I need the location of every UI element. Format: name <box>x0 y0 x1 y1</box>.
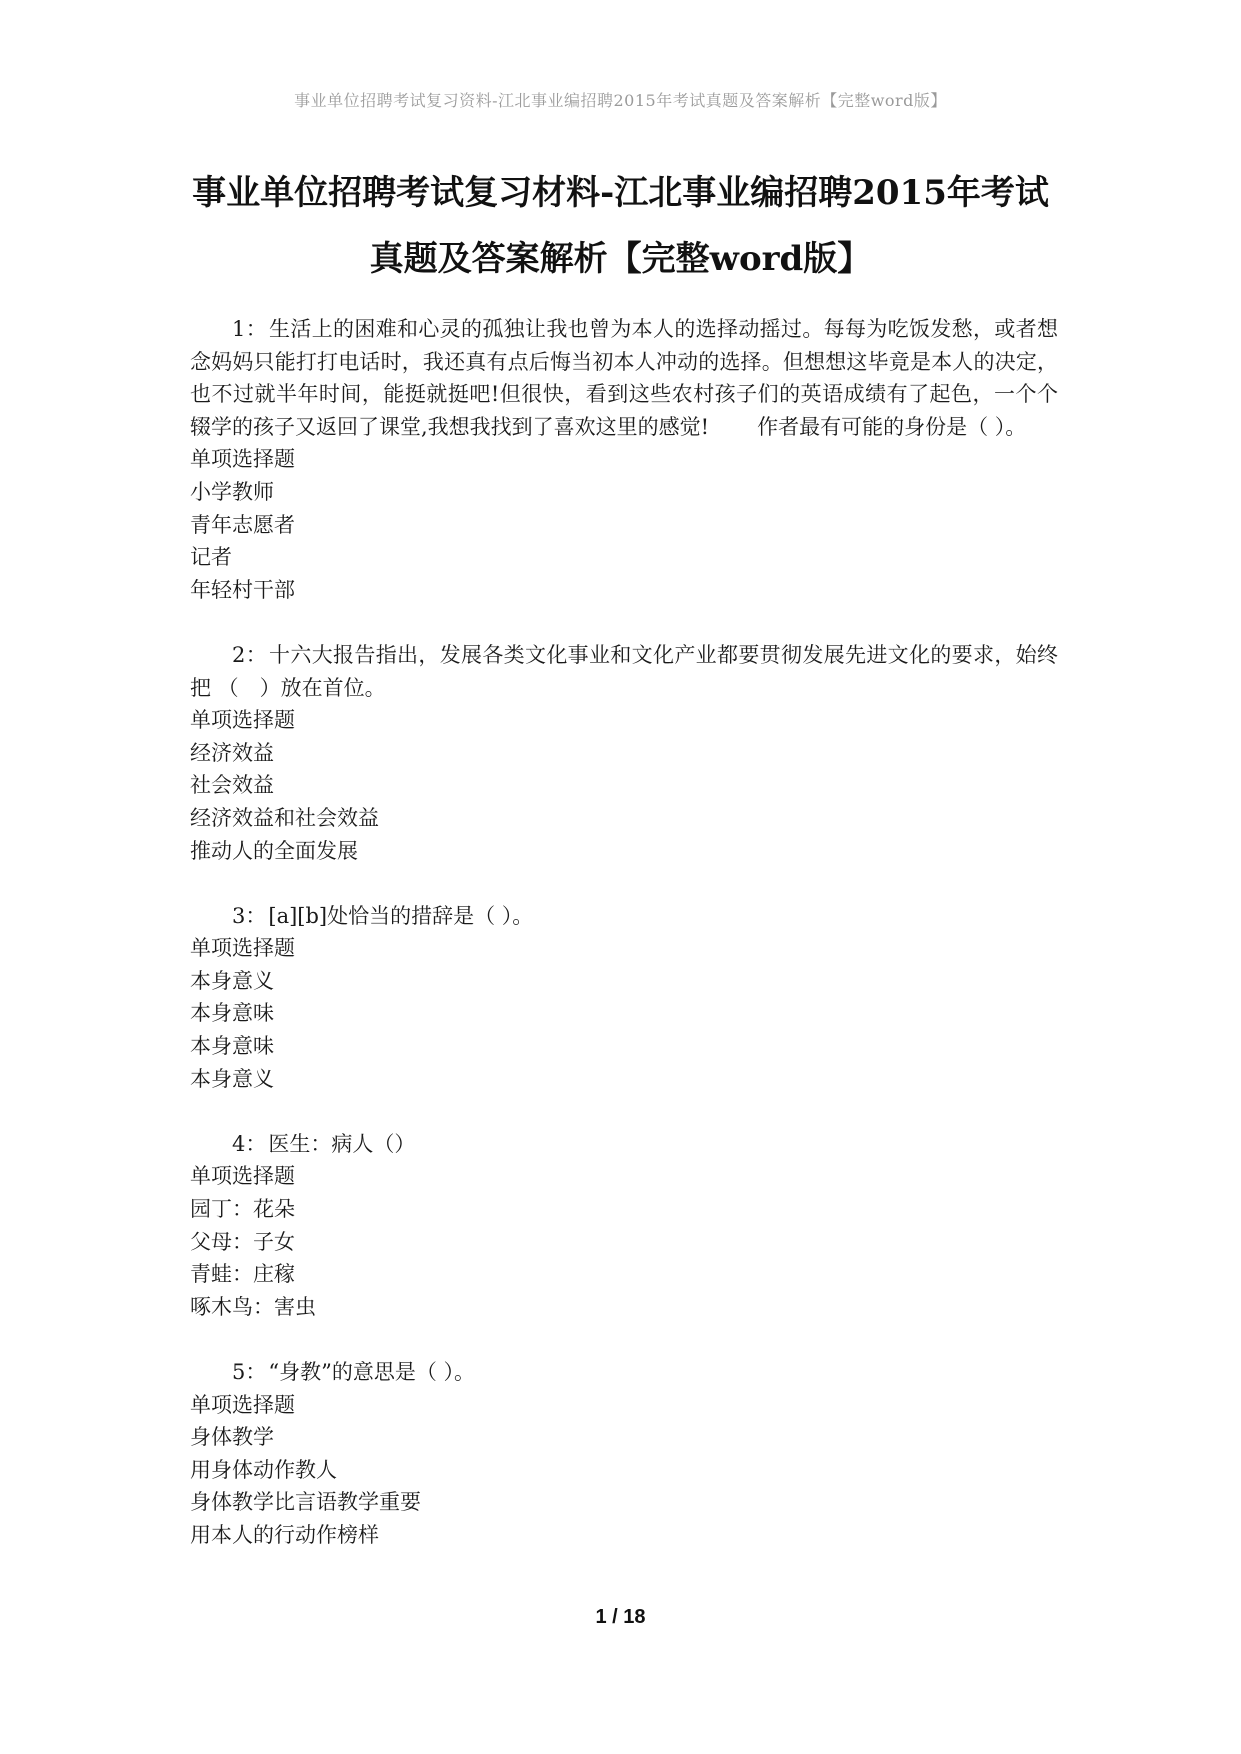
question-type: 单项选择题 <box>190 447 295 472</box>
question-stem <box>190 900 1058 933</box>
option-d: 用本人的行动作榜样 <box>190 1522 379 1547</box>
option-d: 推动人的全面发展 <box>190 838 358 863</box>
option-b: 用身体动作教人 <box>190 1457 337 1482</box>
question-text: 医生：病人（） <box>268 1131 416 1156</box>
page-number: 1 / 18 <box>595 1606 646 1628</box>
question-text: “身教”的意思是（ ）。 <box>268 1360 476 1384</box>
option-c: 青蛙：庄稼 <box>190 1262 295 1287</box>
question-type: 单项选择题 <box>190 1164 295 1189</box>
question-5 <box>190 1356 1058 1552</box>
question-number: 2： <box>232 642 268 667</box>
question-type: 单项选择题 <box>190 708 295 733</box>
question-2 <box>190 639 1058 867</box>
option-c: 本身意味 <box>190 1034 274 1059</box>
question-list <box>190 313 1058 1584</box>
question-stem <box>190 639 1058 704</box>
question-text: 十六大报告指出，发展各类文化事业和文化产业都要贯彻发展先进文化的要求，始终把 （ ）放在首位。 <box>190 642 1058 700</box>
option-c: 记者 <box>190 545 232 570</box>
question-text: 生活上的困难和心灵的孤独让我也曾为本人的选择动摇过。每每为吃饭发愁，或者想念妈妈只能打打电话时，我还真有点后悔当初本人冲动的选择。但想想这毕竟是本人的决定，也不过就半年时间，能挺就挺吧!但很快，看到这些农村孩子们的英语成绩有了起色，一个个辍学的孩子又返回了课堂,我想我找到了喜欢这里的感觉! <box>190 317 1058 439</box>
running-header: 事业单位招聘考试复习资料-江北事业编招聘2015年考试真题及答案解析【完整word版】 <box>294 91 947 110</box>
question-number: 3： <box>232 903 267 928</box>
title-line-1: 事业单位招聘考试复习材料-江北事业编招聘2015年考试 <box>192 173 1049 213</box>
question-type: 单项选择题 <box>190 1392 295 1417</box>
question-3 <box>190 900 1058 1096</box>
option-a: 身体教学 <box>190 1425 274 1450</box>
option-b: 青年志愿者 <box>190 512 295 537</box>
question-stem <box>190 1128 1058 1161</box>
option-b: 本身意味 <box>190 1001 274 1026</box>
option-c: 身体教学比言语教学重要 <box>190 1490 421 1515</box>
question-4 <box>190 1128 1058 1324</box>
option-c: 经济效益和社会效益 <box>190 805 379 830</box>
option-b: 社会效益 <box>190 773 274 798</box>
title-line-2: 真题及答案解析【完整word版】 <box>369 239 872 279</box>
question-stem <box>190 313 1058 443</box>
option-b: 父母：子女 <box>190 1229 295 1254</box>
question-stem <box>190 1356 1058 1389</box>
question-number: 5： <box>232 1360 267 1384</box>
option-a: 园丁：花朵 <box>190 1197 295 1222</box>
document-title <box>170 160 1071 292</box>
question-1 <box>190 313 1058 606</box>
question-number: 4： <box>232 1131 267 1156</box>
option-d: 年轻村干部 <box>190 577 295 602</box>
option-d: 啄木鸟：害虫 <box>190 1294 316 1319</box>
question-prompt: 作者最有可能的身份是（ ）。 <box>757 414 1027 439</box>
question-number: 1： <box>232 317 268 341</box>
option-a: 本身意义 <box>190 968 274 993</box>
option-a: 经济效益 <box>190 740 274 765</box>
question-type: 单项选择题 <box>190 936 295 961</box>
option-a: 小学教师 <box>190 479 274 504</box>
option-d: 本身意义 <box>190 1066 274 1091</box>
question-text: [a][b]处恰当的措辞是（ ）。 <box>268 903 534 928</box>
